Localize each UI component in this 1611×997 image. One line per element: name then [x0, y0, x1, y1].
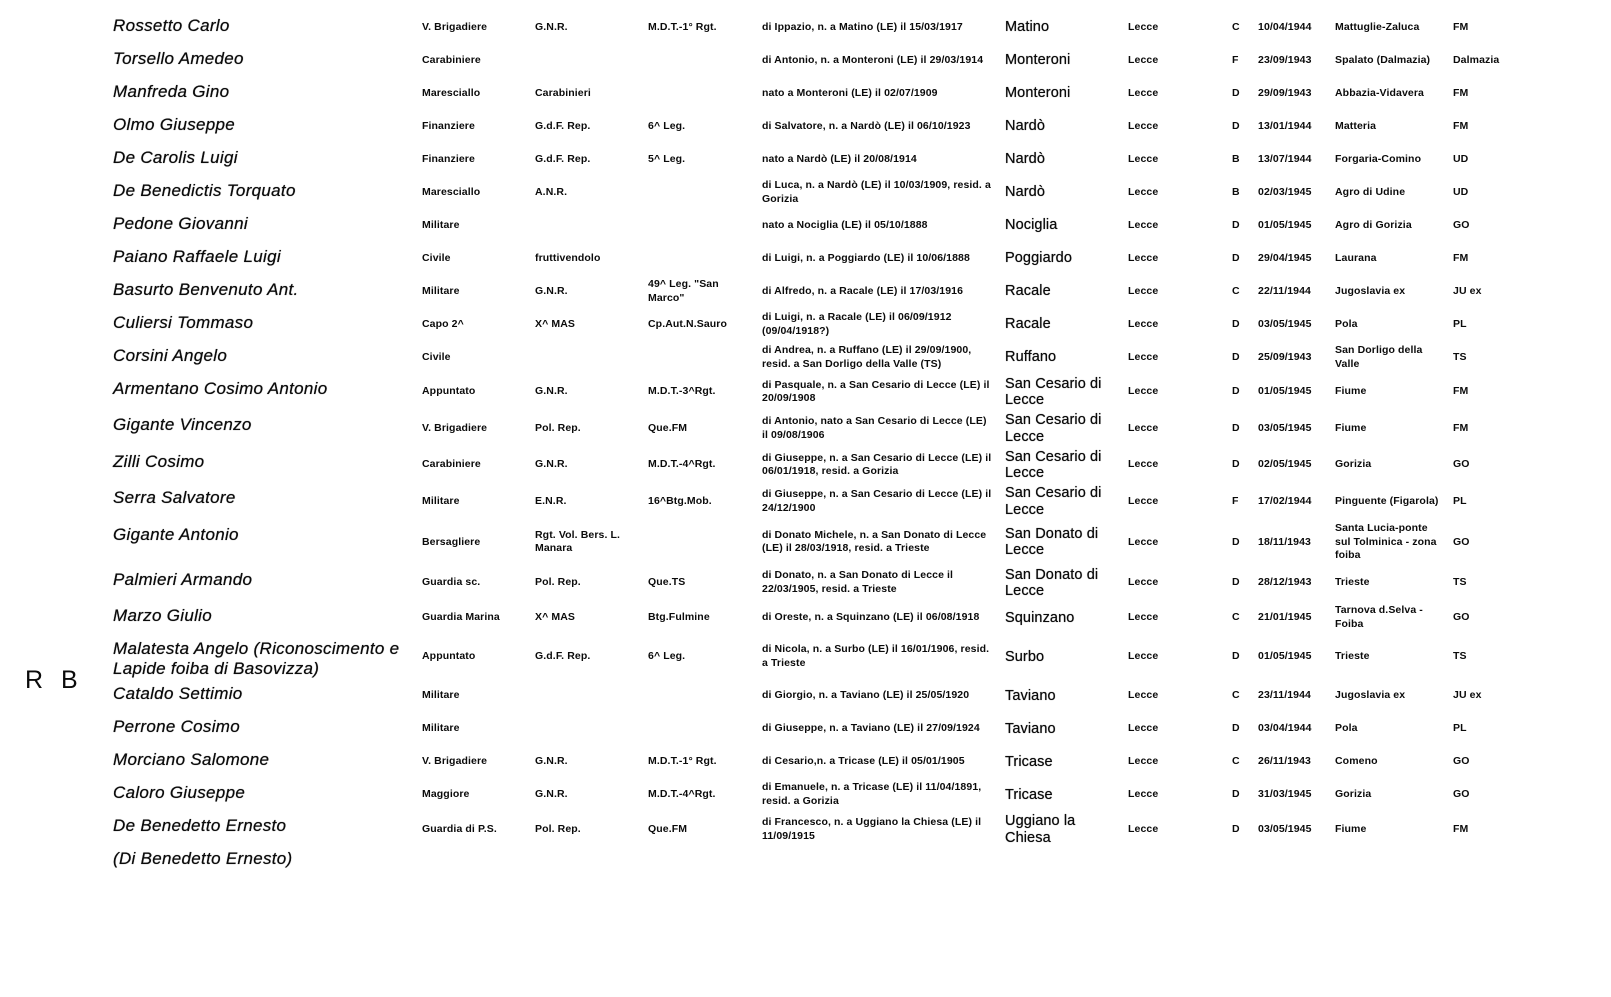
table-row — [113, 484, 1540, 518]
table-row — [113, 812, 1540, 846]
cell-province: Lecce — [1128, 284, 1159, 297]
cell-rank: Carabiniere — [422, 53, 481, 66]
cell-unit — [648, 541, 762, 543]
cell-death-date: 31/03/1945 — [1258, 788, 1312, 801]
cell-corps: X^ MAS — [535, 317, 575, 330]
cell-unit: M.D.T.-4^Rgt. — [648, 788, 716, 801]
cell-zone-code: PL — [1453, 317, 1467, 330]
cell-zone-code: UD — [1453, 152, 1469, 165]
cell-death-place: Pinguente (Figarola) — [1335, 494, 1439, 507]
cell-death-place: Agro di Udine — [1335, 185, 1406, 198]
cell-death-date: 21/01/1945 — [1258, 610, 1312, 623]
cell-corps: G.d.F. Rep. — [535, 152, 591, 165]
table-row — [113, 111, 1540, 142]
cell-biography: di Luigi, n. a Poggiardo (LE) il 10/06/1888 — [762, 251, 970, 264]
cell-classification: D — [1232, 385, 1240, 398]
cell-classification: C — [1232, 610, 1240, 623]
cell-death-place: Santa Lucia-ponte sul Tolminica - zona foiba — [1335, 521, 1437, 562]
cell-unit — [648, 728, 762, 730]
cell-death-place: Abbazia-Vidavera — [1335, 86, 1424, 99]
margin-annotation: R B — [25, 666, 79, 694]
cell-biography: di Giuseppe, n. a Taviano (LE) il 27/09/1924 — [762, 722, 980, 735]
cell-rank: Appuntato — [422, 649, 476, 662]
cell-unit: 49^ Leg. "San Marco" — [648, 277, 719, 304]
cutoff-name-line: (Di Benedetto Ernesto) — [113, 848, 293, 868]
cell-unit: M.D.T.-4^Rgt. — [648, 458, 716, 471]
cell-death-date: 23/11/1944 — [1258, 689, 1311, 702]
cell-corps: G.N.R. — [535, 385, 568, 398]
cell-corps: G.N.R. — [535, 755, 568, 768]
cell-rank: Militare — [422, 284, 460, 297]
cell-classification: D — [1232, 119, 1240, 132]
cell-zone-code: FM — [1453, 385, 1469, 398]
cell-province: Lecce — [1128, 722, 1159, 735]
cell-death-date: 13/07/1944 — [1258, 152, 1312, 165]
cell-classification: C — [1232, 20, 1240, 33]
cell-rank: Finanziere — [422, 119, 475, 132]
cell-town: San Cesario di Lecce — [1005, 412, 1102, 445]
cell-classification: C — [1232, 689, 1240, 702]
cell-town: Tricase — [1005, 786, 1053, 803]
cell-classification: B — [1232, 152, 1240, 165]
cell-biography: di Nicola, n. a Surbo (LE) il 16/01/1906, resid. a Trieste — [762, 643, 990, 669]
cell-zone-code: FM — [1453, 251, 1469, 264]
cell-biography: di Salvatore, n. a Nardò (LE) il 06/10/1923 — [762, 119, 971, 132]
cell-unit: 6^ Leg. — [648, 119, 686, 132]
cell-corps: Carabinieri — [535, 86, 591, 99]
cell-unit: M.D.T.-1° Rgt. — [648, 20, 717, 33]
cell-classification: D — [1232, 350, 1240, 363]
cell-death-date: 22/11/1944 — [1258, 284, 1311, 297]
cell-province: Lecce — [1128, 185, 1159, 198]
cell-name: Rossetto Carlo — [113, 16, 230, 35]
cell-death-date: 28/12/1943 — [1258, 576, 1312, 589]
cell-town: Squinzano — [1005, 609, 1075, 626]
cell-town: Surbo — [1005, 648, 1045, 665]
table-body — [113, 12, 1540, 847]
cell-name: De Benedetto Ernesto — [113, 816, 287, 836]
cell-town: Nardò — [1005, 118, 1045, 135]
cell-town: San Donato di Lecce — [1005, 566, 1099, 600]
cell-name: Palmieri Armando — [113, 569, 253, 589]
cell-zone-code: GO — [1453, 755, 1470, 768]
cell-rank: Militare — [422, 218, 460, 231]
cell-name: Perrone Cosimo — [113, 717, 241, 737]
cell-town: Taviano — [1005, 720, 1056, 737]
cell-province: Lecce — [1128, 458, 1159, 471]
cell-classification: D — [1232, 535, 1240, 548]
cell-corps: G.N.R. — [535, 788, 568, 801]
cell-province: Lecce — [1128, 350, 1159, 363]
cell-death-date: 03/05/1945 — [1258, 421, 1312, 434]
cell-name: Culiersi Tommaso — [113, 313, 254, 332]
cell-unit: Que.TS — [648, 576, 686, 589]
cell-province: Lecce — [1128, 251, 1159, 264]
cell-rank: Bersagliere — [422, 535, 481, 548]
cell-name: Zilli Cosimo — [113, 451, 205, 471]
cell-biography: di Oreste, n. a Squinzano (LE) il 06/08/1918 — [762, 610, 980, 623]
cell-unit: M.D.T.-1° Rgt. — [648, 755, 717, 768]
cell-death-date: 03/05/1945 — [1258, 317, 1312, 330]
cell-town: Taviano — [1005, 687, 1056, 704]
cell-corps: Pol. Rep. — [535, 576, 581, 589]
table-row — [113, 45, 1540, 76]
cell-town: Poggiardo — [1005, 250, 1073, 267]
cell-classification: D — [1232, 788, 1240, 801]
cell-biography: di Donato Michele, n. a San Donato di Lecce (LE) il 28/03/1918, resid. a Trieste — [762, 528, 987, 555]
cell-classification: D — [1232, 649, 1240, 662]
cell-town: Racale — [1005, 316, 1051, 333]
table-row — [113, 635, 1540, 678]
cell-zone-code: GO — [1453, 535, 1470, 548]
cell-death-date: 25/09/1943 — [1258, 350, 1312, 363]
table-row — [113, 276, 1540, 307]
cell-corps — [535, 60, 648, 62]
cell-town: Matino — [1005, 19, 1050, 36]
cell-name: Caloro Giuseppe — [113, 783, 246, 803]
cell-unit — [648, 357, 762, 359]
cell-province: Lecce — [1128, 421, 1159, 434]
victims-table — [113, 12, 1540, 868]
table-row — [113, 177, 1540, 208]
cell-classification: D — [1232, 218, 1240, 231]
cell-unit — [648, 93, 762, 95]
cell-province: Lecce — [1128, 119, 1159, 132]
cell-province: Lecce — [1128, 689, 1159, 702]
cell-name: Gigante Vincenzo — [113, 415, 252, 435]
cell-death-place: San Dorligo della Valle — [1335, 343, 1423, 370]
cell-rank: Finanziere — [422, 152, 475, 165]
cell-province: Lecce — [1128, 755, 1159, 768]
cell-classification: C — [1232, 755, 1240, 768]
cell-zone-code: JU ex — [1453, 284, 1482, 297]
cell-biography: di Luca, n. a Nardò (LE) il 10/03/1909, resid. a Gorizia — [762, 178, 991, 205]
cell-zone-code: PL — [1453, 722, 1467, 735]
cell-unit: Que.FM — [648, 822, 688, 835]
cell-classification: F — [1232, 494, 1239, 507]
cell-zone-code: GO — [1453, 218, 1470, 231]
cell-corps: G.N.R. — [535, 20, 568, 33]
table-row — [113, 342, 1540, 373]
cell-corps: G.N.R. — [535, 284, 568, 297]
cell-classification: D — [1232, 86, 1240, 99]
table-row — [113, 210, 1540, 241]
cell-zone-code: UD — [1453, 185, 1469, 198]
table-row — [113, 521, 1540, 564]
table-row — [113, 448, 1540, 482]
cell-death-date: 26/11/1943 — [1258, 755, 1311, 768]
cell-unit: 6^ Leg. — [648, 649, 686, 662]
cell-unit — [648, 192, 762, 194]
cell-corps: X^ MAS — [535, 610, 575, 623]
cell-town: Tricase — [1005, 753, 1053, 770]
cell-town: Ruffano — [1005, 349, 1057, 366]
cell-death-date: 13/01/1944 — [1258, 119, 1312, 132]
cell-biography: di Andrea, n. a Ruffano (LE) il 29/09/1900, resid. a San Dorligo della Valle (TS) — [762, 343, 972, 370]
cell-zone-code: FM — [1453, 421, 1469, 434]
cell-biography: di Francesco, n. a Uggiano la Chiesa (LE) il 11/09/1915 — [762, 815, 982, 842]
cell-town: Racale — [1005, 283, 1051, 300]
cell-rank: Militare — [422, 689, 460, 702]
cell-rank: V. Brigadiere — [422, 20, 488, 33]
cell-unit — [648, 225, 762, 227]
cell-biography: di Antonio, n. a Monteroni (LE) il 29/03/1914 — [762, 53, 984, 66]
cell-classification: D — [1232, 317, 1240, 330]
cell-classification: D — [1232, 822, 1240, 835]
cell-province: Lecce — [1128, 788, 1159, 801]
cell-rank: Guardia di P.S. — [422, 822, 497, 835]
cell-death-date: 01/05/1945 — [1258, 218, 1312, 231]
cell-corps: A.N.R. — [535, 185, 568, 198]
cell-death-date: 01/05/1945 — [1258, 649, 1312, 662]
cell-corps: Pol. Rep. — [535, 421, 581, 434]
table-row — [113, 411, 1540, 445]
cell-death-place: Comeno — [1335, 755, 1378, 768]
cell-name: Marzo Giulio — [113, 606, 213, 626]
cell-death-date: 10/04/1944 — [1258, 20, 1312, 33]
table-row — [113, 375, 1540, 409]
cell-unit — [648, 60, 762, 62]
cell-province: Lecce — [1128, 317, 1159, 330]
cell-rank: Militare — [422, 722, 460, 735]
cell-death-place: Jugoslavia ex — [1335, 689, 1406, 702]
cell-death-place: Fiume — [1335, 822, 1367, 835]
cell-rank: Maggiore — [422, 788, 470, 801]
cell-death-place: Pola — [1335, 317, 1358, 330]
cell-corps: G.d.F. Rep. — [535, 119, 591, 132]
cell-rank: Civile — [422, 350, 451, 363]
cell-zone-code: TS — [1453, 350, 1467, 363]
cell-zone-code: JU ex — [1453, 689, 1482, 702]
table-row — [113, 746, 1540, 777]
cell-rank: Maresciallo — [422, 86, 481, 99]
cell-province: Lecce — [1128, 86, 1159, 99]
cell-province: Lecce — [1128, 535, 1159, 548]
table-row — [113, 566, 1540, 600]
cell-town: Nardò — [1005, 151, 1045, 168]
cell-zone-code: Dalmazia — [1453, 53, 1500, 66]
cell-corps — [535, 225, 648, 227]
cell-unit: M.D.T.-3^Rgt. — [648, 385, 716, 398]
cell-zone-code: TS — [1453, 576, 1467, 589]
cell-rank: Guardia Marina — [422, 610, 500, 623]
cell-corps — [535, 728, 648, 730]
cell-name: De Carolis Luigi — [113, 148, 238, 167]
cell-name: Serra Salvatore — [113, 488, 236, 508]
cell-classification: D — [1232, 421, 1240, 434]
table-row — [113, 779, 1540, 810]
cell-province: Lecce — [1128, 576, 1159, 589]
table-row — [113, 602, 1540, 633]
cell-unit: Btg.Fulmine — [648, 610, 710, 623]
cell-province: Lecce — [1128, 494, 1159, 507]
cell-province: Lecce — [1128, 649, 1159, 662]
cell-classification: D — [1232, 722, 1240, 735]
cell-corps: E.N.R. — [535, 494, 567, 507]
cell-unit: Que.FM — [648, 421, 688, 434]
cell-province: Lecce — [1128, 822, 1159, 835]
cell-corps: Pol. Rep. — [535, 822, 581, 835]
cell-death-date: 17/02/1944 — [1258, 494, 1312, 507]
cell-town: Nociglia — [1005, 217, 1058, 234]
cell-province: Lecce — [1128, 385, 1159, 398]
cell-biography: di Emanuele, n. a Tricase (LE) il 11/04/1891, resid. a Gorizia — [762, 781, 982, 807]
cell-town: San Cesario di Lecce — [1005, 448, 1102, 482]
cell-province: Lecce — [1128, 218, 1159, 231]
cell-rank: Militare — [422, 494, 460, 507]
cell-corps — [535, 357, 648, 359]
cell-name: Corsini Angelo — [113, 346, 228, 365]
cell-province: Lecce — [1128, 20, 1159, 33]
cell-name: Torsello Amedeo — [113, 49, 244, 68]
table-row — [113, 713, 1540, 744]
table-row — [113, 309, 1540, 340]
cell-classification: D — [1232, 458, 1240, 471]
table-row — [113, 144, 1540, 175]
cell-classification: F — [1232, 53, 1239, 66]
cell-zone-code: GO — [1453, 788, 1470, 801]
cell-rank: V. Brigadiere — [422, 421, 488, 434]
cell-corps — [535, 695, 648, 697]
cell-classification: D — [1232, 251, 1240, 264]
cell-death-date: 23/09/1943 — [1258, 53, 1312, 66]
cell-death-date: 29/04/1945 — [1258, 251, 1312, 264]
cell-unit: 16^Btg.Mob. — [648, 494, 712, 507]
cell-province: Lecce — [1128, 152, 1159, 165]
table-row — [113, 243, 1540, 274]
cell-biography: di Ippazio, n. a Matino (LE) il 15/03/1917 — [762, 20, 963, 33]
cell-zone-code: FM — [1453, 119, 1469, 132]
cell-death-place: Fiume — [1335, 385, 1367, 398]
cell-town: San Cesario di Lecce — [1005, 376, 1102, 409]
table-row — [113, 78, 1540, 109]
cell-zone-code: GO — [1453, 458, 1470, 471]
cell-name: Armentano Cosimo Antonio — [113, 379, 328, 398]
cell-zone-code: FM — [1453, 86, 1469, 99]
cell-biography: di Antonio, nato a San Cesario di Lecce (LE) il 09/08/1906 — [762, 415, 987, 441]
cell-death-place: Spalato (Dalmazia) — [1335, 53, 1431, 66]
cell-name: Cataldo Settimio — [113, 684, 243, 704]
cell-province: Lecce — [1128, 53, 1159, 66]
table-row — [113, 12, 1540, 43]
cell-biography: nato a Monteroni (LE) il 02/07/1909 — [762, 86, 938, 99]
cell-classification: B — [1232, 185, 1240, 198]
table-row — [113, 680, 1540, 711]
cell-town: Uggiano la Chiesa — [1005, 813, 1076, 846]
cell-name: Olmo Giuseppe — [113, 115, 236, 134]
cell-death-place: Pola — [1335, 722, 1358, 735]
cell-death-place: Gorizia — [1335, 788, 1372, 801]
cell-rank: V. Brigadiere — [422, 755, 488, 768]
cell-biography: di Alfredo, n. a Racale (LE) il 17/03/1916 — [762, 284, 964, 297]
cell-corps: G.N.R. — [535, 458, 568, 471]
cell-biography: di Cesario,n. a Tricase (LE) il 05/01/1905 — [762, 755, 965, 768]
cell-zone-code: PL — [1453, 494, 1467, 507]
cell-rank: Carabiniere — [422, 458, 481, 471]
cell-biography: di Giorgio, n. a Taviano (LE) il 25/05/1920 — [762, 689, 970, 702]
cell-death-place: Laurana — [1335, 251, 1377, 264]
cell-name: Malatesta Angelo (Riconoscimento e Lapide foiba di Basovizza) — [113, 639, 400, 678]
cell-death-date: 29/09/1943 — [1258, 86, 1312, 99]
cell-name: Gigante Antonio — [113, 524, 239, 544]
cell-biography: nato a Nardò (LE) il 20/08/1914 — [762, 152, 917, 165]
cell-zone-code: FM — [1453, 20, 1469, 33]
cell-death-place: Fiume — [1335, 421, 1367, 434]
cell-biography: di Giuseppe, n. a San Cesario di Lecce (LE) il 24/12/1900 — [762, 488, 992, 514]
cell-classification: C — [1232, 284, 1240, 297]
cell-biography: di Donato, n. a San Donato di Lecce il 22/03/1905, resid. a Trieste — [762, 569, 954, 596]
cell-town: Monteroni — [1005, 52, 1071, 69]
cell-death-place: Matteria — [1335, 119, 1377, 132]
cell-name: Paiano Raffaele Luigi — [113, 247, 281, 266]
cell-death-date: 18/11/1943 — [1258, 535, 1311, 548]
cell-name: Manfreda Gino — [113, 82, 230, 101]
cell-rank: Civile — [422, 251, 451, 264]
cell-town: San Cesario di Lecce — [1005, 485, 1102, 518]
cell-biography: di Pasquale, n. a San Cesario di Lecce (LE) il 20/09/1908 — [762, 378, 990, 405]
cell-corps: fruttivendolo — [535, 251, 601, 264]
cell-town: San Donato di Lecce — [1005, 526, 1099, 559]
cell-death-date: 02/05/1945 — [1258, 458, 1312, 471]
cell-unit: 5^ Leg. — [648, 152, 686, 165]
cell-rank: Appuntato — [422, 385, 476, 398]
cell-biography: di Luigi, n. a Racale (LE) il 06/09/1912 (09/04/1918?) — [762, 310, 952, 337]
cell-town: Nardò — [1005, 184, 1045, 201]
cell-death-place: Tarnova d.Selva - Foiba — [1335, 604, 1423, 630]
cell-zone-code: FM — [1453, 822, 1469, 835]
cell-unit — [648, 695, 762, 697]
cell-classification: D — [1232, 576, 1240, 589]
cell-unit: Cp.Aut.N.Sauro — [648, 317, 727, 330]
cell-death-place: Jugoslavia ex — [1335, 284, 1406, 297]
cell-death-place: Mattuglie-Zaluca — [1335, 20, 1420, 33]
cell-death-place: Trieste — [1335, 649, 1370, 662]
cell-zone-code: TS — [1453, 649, 1467, 662]
cell-death-date: 03/05/1945 — [1258, 822, 1312, 835]
cell-rank: Guardia sc. — [422, 576, 481, 589]
cell-death-place: Agro di Gorizia — [1335, 218, 1412, 231]
cell-biography: di Giuseppe, n. a San Cesario di Lecce (LE) il 06/01/1918, resid. a Gorizia — [762, 451, 992, 478]
cell-corps: Rgt. Vol. Bers. L. Manara — [535, 528, 621, 555]
cell-name: Morciano Salomone — [113, 750, 270, 770]
cell-death-place: Trieste — [1335, 576, 1370, 589]
cell-town: Monteroni — [1005, 85, 1071, 102]
cell-rank: Maresciallo — [422, 185, 481, 198]
cell-name: De Benedictis Torquato — [113, 181, 296, 200]
cell-name: Pedone Giovanni — [113, 214, 248, 233]
cell-name: Basurto Benvenuto Ant. — [113, 280, 299, 299]
cell-province: Lecce — [1128, 610, 1159, 623]
cell-zone-code: GO — [1453, 610, 1470, 623]
cell-corps: G.d.F. Rep. — [535, 649, 591, 662]
cell-biography: nato a Nociglia (LE) il 05/10/1888 — [762, 218, 928, 231]
cell-death-place: Gorizia — [1335, 458, 1372, 471]
cell-death-date: 02/03/1945 — [1258, 185, 1312, 198]
cell-unit — [648, 258, 762, 260]
cell-death-place: Forgaria-Comino — [1335, 152, 1422, 165]
cell-death-date: 01/05/1945 — [1258, 385, 1312, 398]
cell-death-date: 03/04/1944 — [1258, 722, 1312, 735]
cell-rank: Capo 2^ — [422, 317, 464, 330]
